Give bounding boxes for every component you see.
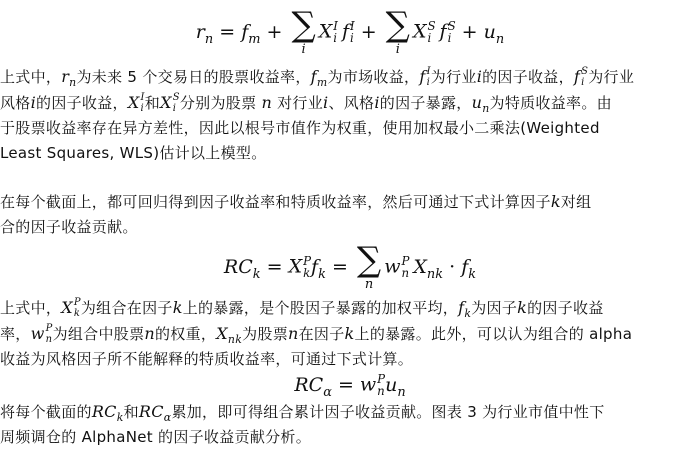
equation-factor-contribution: $RC_k$ = X P k $f_k$ = ∑ n w P n $X_{nk}$ · $f_k$ — [223, 240, 477, 292]
paragraph-model-description: 上式中，$r_n$为未来 5 个交易日的股票收益率，$f_m$为市场收益，f I i 为行业i的因子收益，f S i 为行业 风格i的因子收益，X I i 和X S i 分别为股票 n 对行业i、风格i的因子暴露，$u_n$为特质收益率。由 于股票收益率存在异方差性，因此以根号市值作为权重，使用加权最小二乘法(Weighted Least Squares, WLS)估计以上模型。 — [0, 66, 635, 162]
equation-factor-model: $r_n$ = $f_m$ + ∑ i X I i f I i + ∑ i X S i f S i + $u_n$ — [195, 5, 505, 57]
paragraph-contribution-intro: 在每个截面上，都可回归得到因子收益率和特质收益率，然后可通过下式计算因子k对组 合的因子收益贡献。 — [0, 192, 592, 236]
paragraph-cumulative-contribution: 将每个截面的$RC_k$和$RC_\alpha$累加，即可得组合累计因子收益贡献。图表 3 为行业市值中性下 周频调仓的 AlphaNet 的因子收益贡献分析。 — [0, 402, 605, 446]
paragraph-contribution-description: 上式中，X P k 为组合在因子k上的暴露，是个股因子暴露的加权平均，$f_k$为因子k的因子收益 率，w P n 为组合中股票n的权重，$X_{nk}$为股票n在因子k上的暴露。此外，可以认为组合的 alpha 收益为风格因子所不能解释的特质收益率，可通过下式计算。 — [0, 297, 633, 368]
equation-alpha-contribution: $RC_\alpha$ = w P n $u_n$ — [294, 371, 406, 400]
